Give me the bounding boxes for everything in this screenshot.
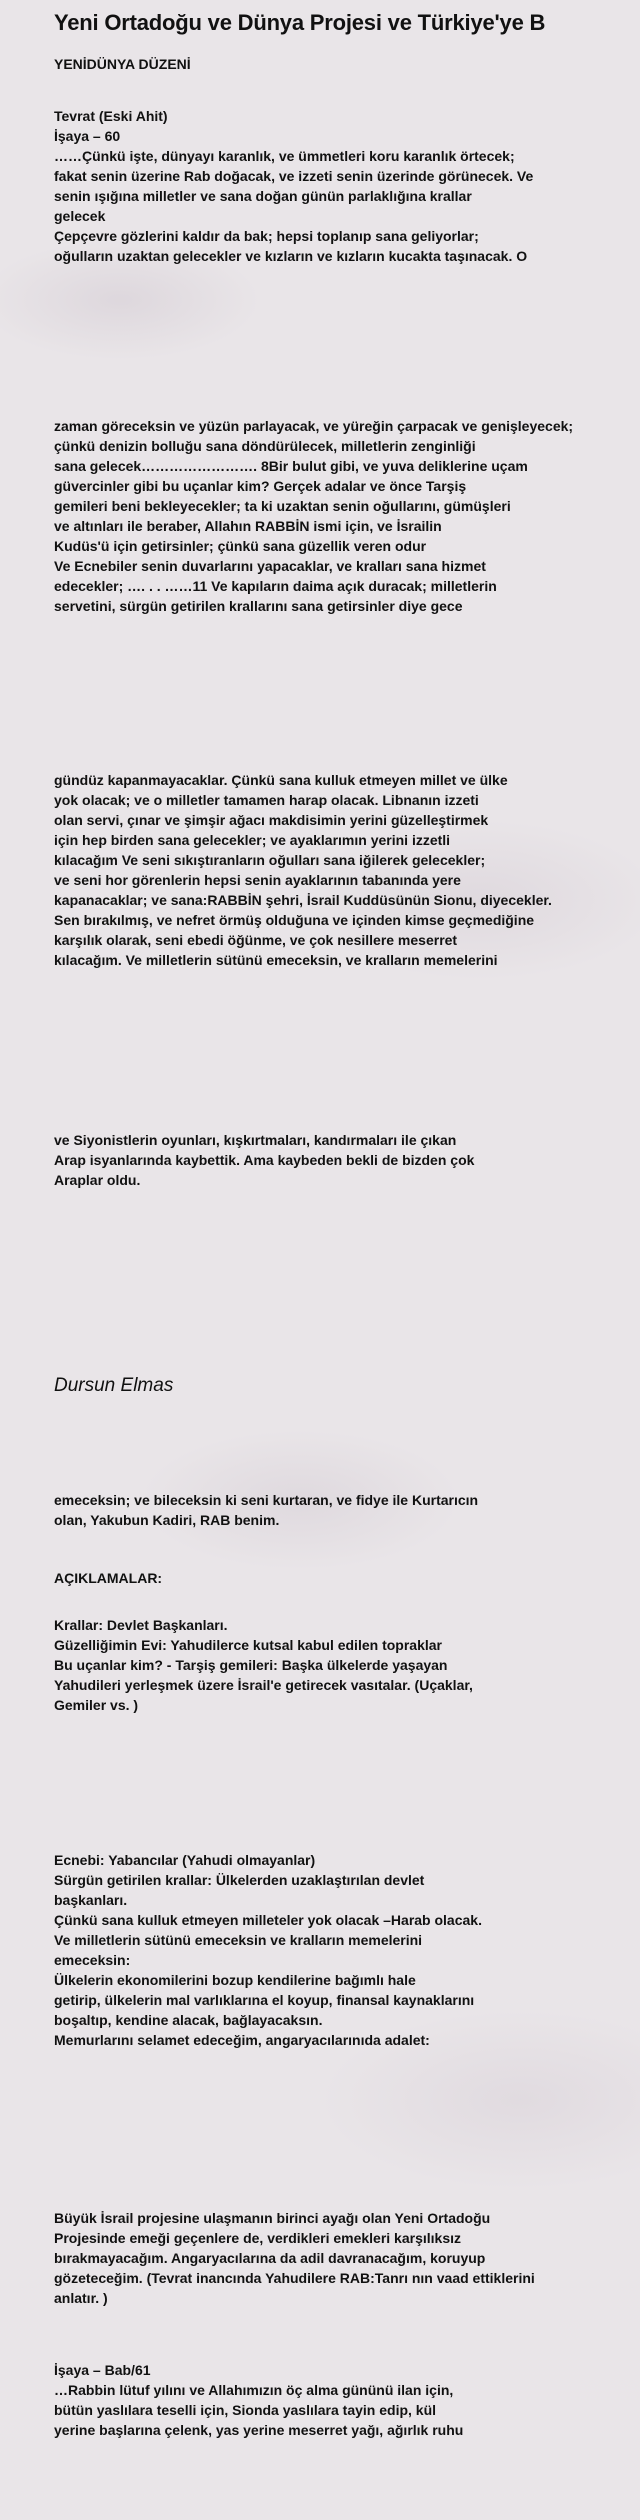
list-item: [54, 1890, 640, 1910]
list-item-text: Güzelliğimin Evi: Yahudilerce kutsal kabul edilen topraklar: [54, 1637, 442, 1653]
text-line: …Rabbin lütuf yılını ve Allahımızın öç alma gününü ilan için,: [54, 2382, 454, 2398]
commentary-block: [54, 1130, 640, 1190]
list-item-text: Ülkelerin ekonomilerini bozup kendilerine bağımlı hale: [54, 1972, 416, 1988]
explanations-list-2: [54, 1850, 640, 2050]
text-line: senin ışığına milletler ve sana doğan günün parlaklığına krallar: [54, 188, 472, 204]
page-title: Yeni Ortadoğu ve Dünya Projesi ve Türkiye'ye B: [54, 10, 546, 35]
text-line: İşaya – 60: [54, 128, 121, 144]
text-line: bırakmayacağım. Angaryacılarına da adil davranacağım, koruyup: [54, 2250, 486, 2266]
list-item: [54, 1635, 640, 1655]
list-item-text: Sürgün getirilen krallar: Ülkelerden uzaklaştırılan devlet: [54, 1872, 425, 1888]
text-line: Projesinde emeği geçenlere de, verdikleri emekleri karşılıksız: [54, 2230, 461, 2246]
list-item: [54, 2030, 640, 2050]
text-line: ……Çünkü işte, dünyayı karanlık, ve ümmetleri koru karanlık örtecek;: [54, 148, 515, 164]
text-line: Sen bırakılmış, ve nefret örmüş olduğuna ve içinden kimse geçmediğine: [54, 912, 535, 928]
list-item-text: Gemiler vs. ): [54, 1697, 139, 1713]
list-item-text: Çünkü sana kulluk etmeyen milleteler yok olacak –Harab olacak.: [54, 1912, 482, 1928]
list-item: [54, 1910, 640, 1930]
section-subtitle: YENİDÜNYA DÜZENİ: [54, 56, 191, 72]
text-line: fakat senin üzerine Rab doğacak, ve izzeti senin üzerinde görünecek. Ve: [54, 168, 534, 184]
list-item-text: getirip, ülkelerin mal varlıklarına el koyup, finansal kaynaklarını: [54, 1992, 475, 2008]
text-line: olan servi, çınar ve şimşir ağacı makdisimin yerini güzelleştirmek: [54, 812, 489, 828]
text-line: edecekler; …. . . ……11 Ve kapıların daima açık duracak; milletlerin: [54, 578, 497, 594]
list-item-text: boşaltıp, kendine alacak, bağlayacaksın.: [54, 2012, 323, 2028]
text-line: gemileri beni bekleyecekler; ta ki uzaktan senin oğullarını, gümüşleri: [54, 498, 511, 514]
text-line: güvercinler gibi bu uçanlar kim? Gerçek adalar ve önce Tarşiş: [54, 478, 467, 494]
text-line: olan, Yakubun Kadiri, RAB benim.: [54, 1512, 280, 1528]
list-item: [54, 1950, 640, 1970]
author-name: Dursun Elmas: [54, 1375, 174, 1396]
text-line: kapanacaklar; ve sana:RABBİN şehri, İsrail Kuddüsünün Sionu, diyecekler.: [54, 892, 552, 908]
scripture-block-3: [54, 770, 640, 970]
text-line: bütün yaslılara teselli için, Sionda yaslılara tayin edip, kül: [54, 2402, 437, 2418]
text-line: Büyük İsrail projesine ulaşmanın birinci ayağı olan Yeni Ortadoğu: [54, 2210, 491, 2226]
list-item-text: Memurlarını selamet edeceğim, angaryacılarınıda adalet:: [54, 2032, 430, 2048]
list-item: [54, 1990, 640, 2010]
text-line: yerine başlarına çelenk, yas yerine meserret yağı, ağırlık ruhu: [54, 2422, 464, 2438]
list-item: [54, 1615, 640, 1635]
scripture-block-1: [54, 106, 640, 266]
explanations-heading: AÇIKLAMALAR:: [54, 1570, 163, 1586]
text-line: emeceksin; ve bileceksin ki seni kurtaran, ve fidye ile Kurtarıcın: [54, 1492, 479, 1508]
list-item-text: Yahudileri yerleşmek üzere İsrail'e getirecek vasıtalar. (Uçaklar,: [54, 1677, 473, 1693]
text-line: gözeteceğim. (Tevrat inancında Yahudilere RAB:Tanrı nın vaad ettiklerini: [54, 2270, 535, 2286]
text-line: anlatır. ): [54, 2290, 108, 2306]
list-item: [54, 1695, 640, 1715]
text-line: ve Siyonistlerin oyunları, kışkırtmaları, kandırmaları ile çıkan: [54, 1132, 457, 1148]
text-line: çünkü denizin bolluğu sana döndürülecek, milletlerin zenginliği: [54, 438, 476, 454]
list-item: [54, 1930, 640, 1950]
list-item-text: başkanları.: [54, 1892, 128, 1908]
text-line: ve seni hor görenlerin hepsi senin ayaklarının tabanında yere: [54, 872, 461, 888]
scripture-block-4: [54, 1490, 640, 1530]
list-item: [54, 1655, 640, 1675]
text-line: İşaya – Bab/61: [54, 2362, 151, 2378]
list-item-text: emeceksin:: [54, 1952, 131, 1968]
text-line: kılacağım Ve seni sıkıştıranların oğulları sana iğilerek gelecekler;: [54, 852, 486, 868]
list-item: [54, 1850, 640, 1870]
text-line: yok olacak; ve o milletler tamamen harap olacak. Libnanın izzeti: [54, 792, 479, 808]
text-line: zaman göreceksin ve yüzün parlayacak, ve yüreğin çarpacak ve genişleyecek;: [54, 418, 574, 434]
explanations-list-1: [54, 1615, 640, 1715]
text-line: servetini, sürgün getirilen krallarını sana getirsinler diye gece: [54, 598, 463, 614]
text-line: Tevrat (Eski Ahit): [54, 108, 168, 124]
text-line: oğulların uzaktan gelecekler ve kızların ve kızların kucakta taşınacak. O: [54, 248, 528, 264]
text-line: Çepçevre gözlerini kaldır da bak; hepsi toplanıp sana geliyorlar;: [54, 228, 479, 244]
text-line: Kudüs'ü için getirsinler; çünkü sana güzellik veren odur: [54, 538, 427, 554]
list-item: [54, 1870, 640, 1890]
list-item-text: Bu uçanlar kim? - Tarşiş gemileri: Başka ülkelerde yaşayan: [54, 1657, 448, 1673]
scripture-block-2: [54, 416, 640, 616]
text-line: Arap isyanlarında kaybettik. Ama kaybeden bekli de bizden çok: [54, 1152, 475, 1168]
list-item: [54, 1675, 640, 1695]
list-item-text: Ve milletlerin sütünü emeceksin ve kralların memelerini: [54, 1932, 423, 1948]
text-line: gündüz kapanmayacaklar. Çünkü sana kulluk etmeyen millet ve ülke: [54, 772, 508, 788]
text-line: kılacağım. Ve milletlerin sütünü emeceksin, ve kralların memelerini: [54, 952, 498, 968]
list-item-text: Ecnebi: Yabancılar (Yahudi olmayanlar): [54, 1852, 316, 1868]
text-line: karşılık olarak, seni ebedi öğünme, ve çok nesillere meserret: [54, 932, 458, 948]
text-line: gelecek: [54, 208, 106, 224]
list-item: [54, 1970, 640, 1990]
text-line: Araplar oldu.: [54, 1172, 141, 1188]
text-line: için hep birden sana gelecekler; ve ayaklarımın yerini izzetli: [54, 832, 451, 848]
text-line: Ve Ecnebiler senin duvarlarını yapacaklar, ve kralları sana hizmet: [54, 558, 486, 574]
list-item-text: Krallar: Devlet Başkanları.: [54, 1617, 228, 1633]
scripture-block-5: [54, 2360, 640, 2440]
text-line: sana gelecek……………………. 8Bir bulut gibi, ve yuva deliklerine uçam: [54, 458, 528, 474]
list-item: [54, 2010, 640, 2030]
text-line: ve altınları ile beraber, Allahın RABBİN ismi için, ve İsrailin: [54, 518, 442, 534]
explanation-paragraph: [54, 2208, 640, 2308]
